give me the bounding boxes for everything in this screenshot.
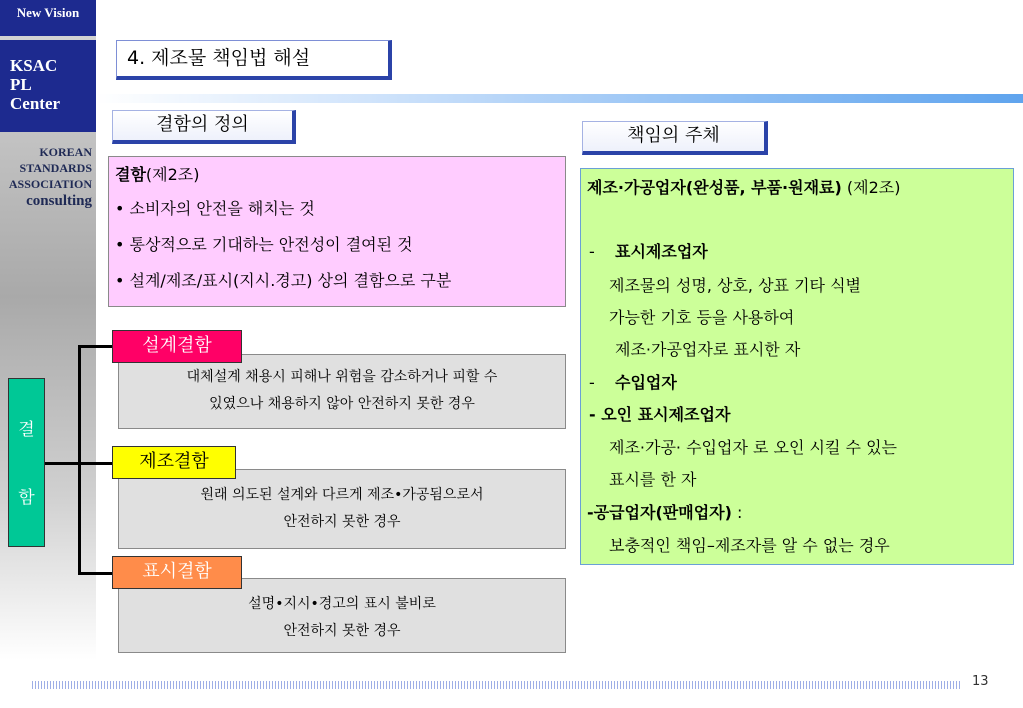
responsibility-main (587, 178, 901, 198)
bracket-vertical (78, 345, 81, 575)
labeling-defect-label: 표시결함 (112, 556, 242, 589)
organization-name (0, 144, 92, 210)
definition-item: • 통상적으로 기대하는 안전성이 결여된 것 (115, 235, 413, 254)
defect-tag-char: 함 (18, 488, 35, 508)
responsibility-item-title (587, 503, 742, 523)
page-number: 13 (972, 674, 989, 689)
bracket-branch-design (78, 345, 114, 348)
definition-item: • 설계/제조/표시(지시.경고) 상의 결함으로 구분 (115, 271, 452, 290)
manufacturing-defect-label: 제조결함 (112, 446, 236, 479)
design-defect-label: 설계결함 (112, 330, 242, 363)
manufacturing-defect-description (118, 469, 566, 549)
defect-vertical-tag (8, 378, 45, 547)
org-line: KOREAN (39, 145, 92, 159)
responsibility-line: 가능한 기호 등을 사용하여 (609, 308, 795, 327)
labeling-defect-description (118, 578, 566, 653)
header-gradient-band (96, 94, 1023, 103)
responsibility-item-title (615, 373, 677, 393)
defect-tag-char: 결 (18, 420, 35, 440)
manufacturing-defect-line: 안전하지 못한 경우 (283, 514, 401, 530)
responsibility-item-title-text: -공급업자(판매업자) (587, 503, 732, 522)
responsibility-item-title-text: 표시제조업자 (615, 242, 708, 261)
definition-item: • 소비자의 안전을 해치는 것 (115, 199, 315, 218)
definition-box (108, 156, 566, 307)
responsibility-item-title (589, 405, 730, 425)
manufacturing-defect-line: 원래 의도된 설계와 다르게 제조•가공됨으로서 (200, 487, 484, 503)
responsibility-line: 표시를 한 자 (609, 470, 697, 489)
page-title: 4. 제조물 책임법 해설 (116, 40, 392, 80)
definition-term-ref: (제2조) (145, 165, 200, 184)
definition-heading: 결함의 정의 (112, 110, 296, 144)
responsibility-item-title (615, 242, 708, 262)
responsibility-item-title-text: - 오인 표시제조업자 (589, 405, 731, 424)
responsibility-box (580, 168, 1014, 565)
responsibility-main-ref: (제2조) (841, 178, 901, 197)
ksac-logo (0, 40, 96, 132)
ksac-line: PL (10, 75, 32, 94)
bracket-branch-labeling (78, 572, 114, 575)
ksac-line: KSAC (10, 56, 58, 75)
responsibility-main-bold: 제조·가공업자(완성품, 부품·원재료) (587, 178, 842, 197)
bracket-stem (45, 462, 79, 465)
org-line: STANDARDS (19, 161, 92, 175)
responsibility-item-title-text: 수입업자 (615, 373, 677, 392)
consulting-label: consulting (26, 193, 92, 209)
design-defect-description (118, 354, 566, 429)
responsibility-item-suffix: : (731, 503, 743, 522)
responsibility-item-marker: - (589, 242, 595, 261)
responsibility-heading: 책임의 주체 (582, 121, 768, 155)
org-line: ASSOCIATION (8, 177, 92, 191)
bracket-branch-manufacturing (78, 462, 114, 465)
responsibility-line: 보충적인 책임–제조자를 알 수 없는 경우 (609, 536, 890, 555)
definition-term-bold: 결함 (115, 165, 146, 184)
definition-term (115, 165, 565, 185)
labeling-defect-line: 안전하지 못한 경우 (283, 623, 401, 639)
labeling-defect-line: 설명•지시•경고의 표시 불비로 (248, 596, 436, 612)
new-vision-label: New Vision (0, 0, 96, 36)
responsibility-line: 제조·가공· 수입업자 로 오인 시킬 수 있는 (609, 438, 897, 457)
design-defect-line: 대체설계 채용시 피해나 위험을 감소하거나 피할 수 (186, 369, 498, 385)
responsibility-line: 제조·가공업자로 표시한 자 (615, 340, 801, 359)
responsibility-item-marker: - (589, 373, 595, 392)
design-defect-line: 있였으나 채용하지 않아 안전하지 못한 경우 (209, 396, 475, 412)
footer-dotted-strip (32, 681, 960, 689)
responsibility-line: 제조물의 성명, 상호, 상표 기타 식별 (609, 276, 861, 295)
ksac-line: Center (10, 94, 61, 113)
